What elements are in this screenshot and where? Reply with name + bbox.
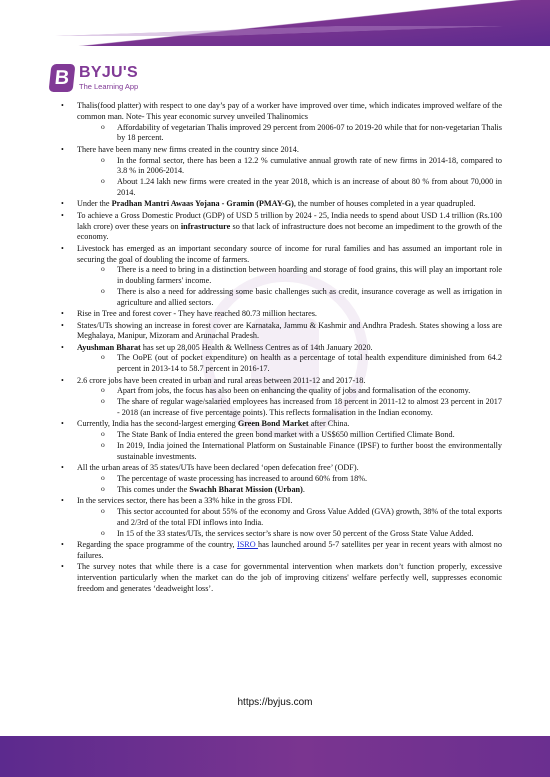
inline-link[interactable]: ISRO: [236, 540, 259, 549]
text-run: The percentage of waste processing has increased to around 60% from 18%.: [117, 474, 368, 484]
sub-bullet-list: [77, 507, 502, 539]
sub-bullet-list: [77, 430, 502, 462]
text-run: Currently, India has the second-largest emerging: [77, 419, 238, 429]
sub-bullet-list: [77, 123, 502, 145]
text-run: Rise in Tree and forest cover - They have reached 80.73 million hectares.: [77, 309, 317, 319]
text-run: after China.: [308, 419, 350, 429]
bullet-item: [58, 101, 502, 144]
text-run: The OoPE (out of pocket expenditure) on health as a percentage of total health expenditure diminished from 64.2 percent in 2013-14 to 58.7 percent in 2016-17.: [117, 353, 502, 374]
sub-bullet-item: [77, 265, 502, 287]
bold-term: Ayushman Bharat: [77, 342, 141, 352]
sub-bullet-item: [77, 485, 502, 496]
text-run: About 1.24 lakh new firms were created in the year 2018, which is an increase of about 80 % from about 70,000 in 2014.: [117, 177, 502, 197]
brand-name: BYJU'S: [79, 64, 138, 82]
bullet-item: [58, 244, 502, 309]
logo-mark-icon: B: [49, 64, 76, 92]
text-run: There have been many new firms created in the country since 2014.: [77, 144, 299, 154]
text-run: States/UTs showing an increase in forest cover are Karnataka, Jammu & Kashmir and Andhra Pradesh. States showing a loss are Meghalaya, Manipur, Mizoram and Arunachal Pradesh.: [77, 320, 502, 341]
text-run: All the urban areas of 35 states/UTs have been declared ‘open defecation free’ (ODF).: [77, 463, 359, 473]
text-run: .: [302, 484, 305, 494]
sub-bullet-item: [77, 123, 502, 145]
text-run: The share of regular wage/salaried employees has increased from 18 percent in 2011-12 to almost 23 percent in 2017 - 2018 (an increase of five percentage points). This reflects formalisation in the Indian economy.: [117, 397, 502, 418]
sub-bullet-item: [77, 287, 502, 309]
text-run: The State Bank of India entered the green bond market with a US$650 million Certified Climate Bond.: [117, 430, 455, 440]
sub-bullet-item: [77, 507, 502, 529]
sub-bullet-list: [77, 353, 502, 375]
text-run: Regarding the space programme of the country,: [77, 540, 237, 549]
sub-bullet-list: [77, 474, 502, 496]
text-run: In 2019, India joined the International Platform on Sustainable Finance (IPSF) to further boost the environmentally sustainable investments.: [117, 441, 502, 461]
brand-tagline: The Learning App: [79, 82, 139, 92]
text-run: , the number of houses completed in a year quadrupled.: [293, 199, 476, 209]
document-body: [58, 101, 502, 595]
sub-bullet-item: [77, 430, 502, 441]
sub-bullet-item: [77, 474, 502, 485]
bullet-list: [58, 101, 502, 595]
text-run: In the formal sector, there has been a 12.2 % cumulative annual growth rate of new firms in 2014-18, compared to 3.8 % in 2006-2014.: [117, 155, 502, 176]
footer-url[interactable]: https://byjus.com: [237, 697, 313, 708]
sub-bullet-item: [77, 441, 502, 463]
header-band: [0, 0, 550, 46]
bullet-item: [58, 343, 502, 375]
byjus-logo[interactable]: [50, 62, 138, 94]
bullet-item: [58, 376, 502, 419]
sub-bullet-item: [77, 353, 502, 375]
text-run: Affordability of vegetarian Thalis improved 29 percent from 2006-07 to 2019-20 while that for non-vegetarian Thalis by 18 percent.: [117, 122, 502, 143]
bullet-item: [58, 321, 502, 343]
bullet-item: [58, 419, 502, 462]
text-run: has launched around 5-7 satellites per year in recent years with almost no failures.: [77, 540, 502, 560]
bullet-item: [58, 540, 502, 562]
sub-bullet-item: [77, 397, 502, 419]
sub-bullet-item: [77, 529, 502, 540]
bullet-item: [58, 211, 502, 243]
text-run: To achieve a Gross Domestic Product (GDP) of USD 5 trillion by 2024 - 25, India needs to spend about USD 1.4 trillion (Rs.100 lakh crore) over these years on: [77, 210, 502, 231]
text-run: This sector accounted for about 55% of the economy and Gross Value Added (GVA) growth, 38% of the total exports and 2/3rd of the total FDI inflows into India.: [117, 507, 502, 527]
bullet-item: [58, 309, 502, 320]
sub-bullet-item: [77, 386, 502, 397]
footer-band: [0, 736, 550, 777]
sub-bullet-list: [77, 156, 502, 199]
sub-bullet-item: [77, 177, 502, 199]
sub-bullet-list: [77, 265, 502, 308]
text-run: There is a need to bring in a distinction between hoarding and storage of food grains, this will play an important role in doubling farmers' income.: [117, 265, 502, 286]
text-run: In 15 of the 33 states/UTs, the services sector’s share is now over 50 percent of the Gross State Value Added.: [117, 528, 474, 538]
text-run: has set up 28,005 Health & Wellness Centres as of 14th January 2020.: [140, 342, 373, 352]
text-run: Under the: [77, 199, 112, 209]
bold-term: Pradhan Mantri Awaas Yojana - Gramin (PMAY-G): [111, 199, 294, 209]
bullet-item: [58, 199, 502, 210]
bold-term: Swachh Bharat Mission (Urban): [189, 484, 303, 494]
text-run: so that lack of infrastructure does not become an impediment to the growth of the economy.: [77, 221, 502, 242]
header-band-highlight: [0, 26, 550, 36]
text-run: In the services sector, there has been a 33% hike in the gross FDI.: [77, 496, 293, 506]
logo-text: [79, 65, 138, 91]
sub-bullet-item: [77, 156, 502, 178]
bold-term: Green Bond Market: [237, 419, 309, 429]
text-run: 2.6 crore jobs have been created in urban and rural areas between 2011-12 and 2017-18.: [77, 375, 366, 385]
bullet-item: [58, 463, 502, 495]
bold-term: infrastructure: [180, 221, 231, 231]
text-run: Livestock has emerged as an important secondary source of income for rural families and has assumed an important role in securing the goal of doubling the income of farmers.: [77, 243, 502, 264]
text-run: Thalis(food platter) with respect to one day’s pay of a worker have improved over time, which indicates improved welfare of the common man. Note- This year economic survey unveiled Thalinomics: [77, 101, 502, 121]
text-run: There is also a need for addressing some basic challenges such as credit, insurance coverage as well as irrigation in agriculture and allied sectors.: [117, 286, 502, 307]
text-run: This comes under the: [117, 484, 190, 494]
sub-bullet-list: [77, 386, 502, 418]
bullet-item: [58, 496, 502, 539]
bullet-item: [58, 145, 502, 199]
bullet-item: [58, 562, 502, 594]
text-run: The survey notes that while there is a case for governmental intervention when markets don’t function properly, excessive intervention particularly when the market can do the job of improving citizens' welfare perfectly well, suppresses economic freedom and generates ‘deadweight loss’.: [77, 562, 502, 593]
text-run: Apart from jobs, the focus has also been on enhancing the quality of jobs and formalisation of the economy.: [117, 386, 471, 396]
